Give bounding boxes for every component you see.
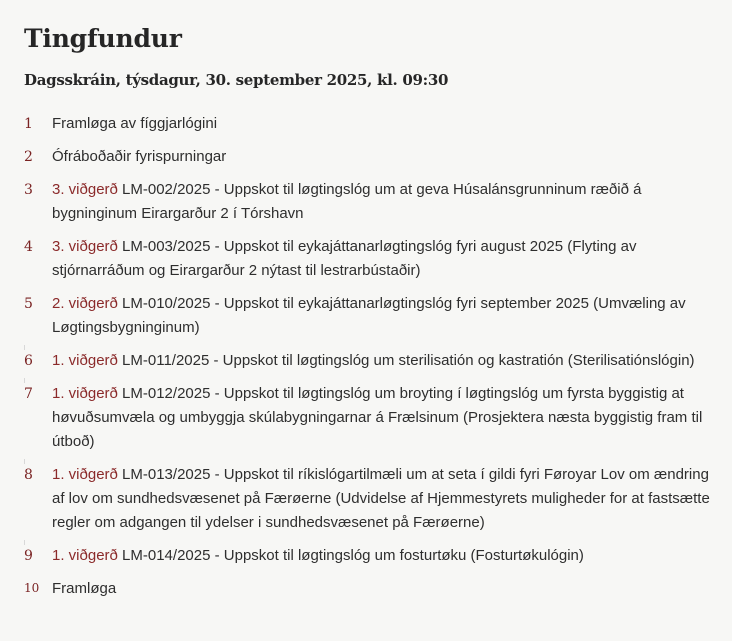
reading-label: 3. viðgerð [52,181,118,198]
agenda-item-text[interactable]: LM-002/2025 - Uppskot til løgtingslóg um at geva Húsalánsgrunninum ræðið á bygninginum Eirargarður 2 í Tórshavn [52,181,642,222]
agenda-item-text[interactable]: LM-013/2025 - Uppskot til ríkislógartilmæli um at seta í gildi fyri Føroyar Lov om ændring af lov om sundhedsvæsenet på Færøerne (Udvidelse af Hjemmestyrets muligheder for at fastsætte regler om adgangen til ydelser i sundhedsvæsenet på Færøerne) [52,466,710,531]
agenda-item-number: 3 [24,182,33,198]
agenda-item-number: 8 [24,467,33,483]
agenda-item-text[interactable]: Framløga av fíggjarlógini [52,115,218,132]
agenda-item-number: 9 [24,548,33,564]
reading-label: 1. viðgerð [52,385,118,402]
agenda-item-number: 7 [24,386,33,402]
agenda-page [24,0,714,610]
agenda-item [24,349,714,373]
reading-label: 1. viðgerð [52,547,118,564]
reading-label: 3. viðgerð [52,238,118,255]
agenda-item-text[interactable]: LM-010/2025 - Uppskot til eykajáttanarløgtingslóg fyri september 2025 (Umvæling av Løgtingsbygninginum) [52,295,686,336]
agenda-item-text[interactable]: LM-011/2025 - Uppskot til løgtingslóg um sterilisatión og kastratión (Sterilisatiónslógin) [117,352,695,369]
agenda-item [24,292,714,340]
agenda-item-number: 1 [24,116,33,132]
agenda-item-text[interactable]: Framløga [52,580,117,597]
page-title: Tingfundur [24,24,182,53]
agenda-date-subtitle: Dagsskráin, týsdagur, 30. september 2025, kl. 09:30 [24,71,449,89]
agenda-item [24,463,714,535]
agenda-item-text[interactable]: LM-014/2025 - Uppskot til løgtingslóg um fosturtøku (Fosturtøkulógin) [117,547,584,564]
agenda-item [24,145,714,169]
agenda-item-number: 6 [24,353,33,369]
reading-label: 2. viðgerð [52,295,118,312]
agenda-item [24,577,714,601]
agenda-list [24,112,714,601]
reading-label: 1. viðgerð [52,352,118,369]
agenda-item-number: 2 [24,149,33,165]
agenda-item-number: 5 [24,296,33,312]
agenda-item-number: 4 [24,239,33,255]
agenda-item [24,178,714,226]
agenda-item [24,235,714,283]
agenda-item [24,382,714,454]
agenda-item [24,112,714,136]
agenda-item-text[interactable]: Ófráboðaðir fyrispurningar [52,148,227,165]
agenda-item [24,544,714,568]
reading-label: 1. viðgerð [52,466,118,483]
agenda-item-text[interactable]: LM-003/2025 - Uppskot til eykajáttanarløgtingslóg fyri august 2025 (Flyting av stjórnarráðum og Eirargarður 2 nýtast til lestrarbústaðir) [52,238,637,279]
agenda-item-number: 10 [24,581,40,595]
agenda-item-text[interactable]: LM-012/2025 - Uppskot til løgtingslóg um broyting í løgtingslóg um fyrsta byggistig at høvuðsumvæla og umbyggja skúlabygningarnar á Frælsinum (Prosjektera næsta byggistig fram til útboð) [52,385,703,450]
